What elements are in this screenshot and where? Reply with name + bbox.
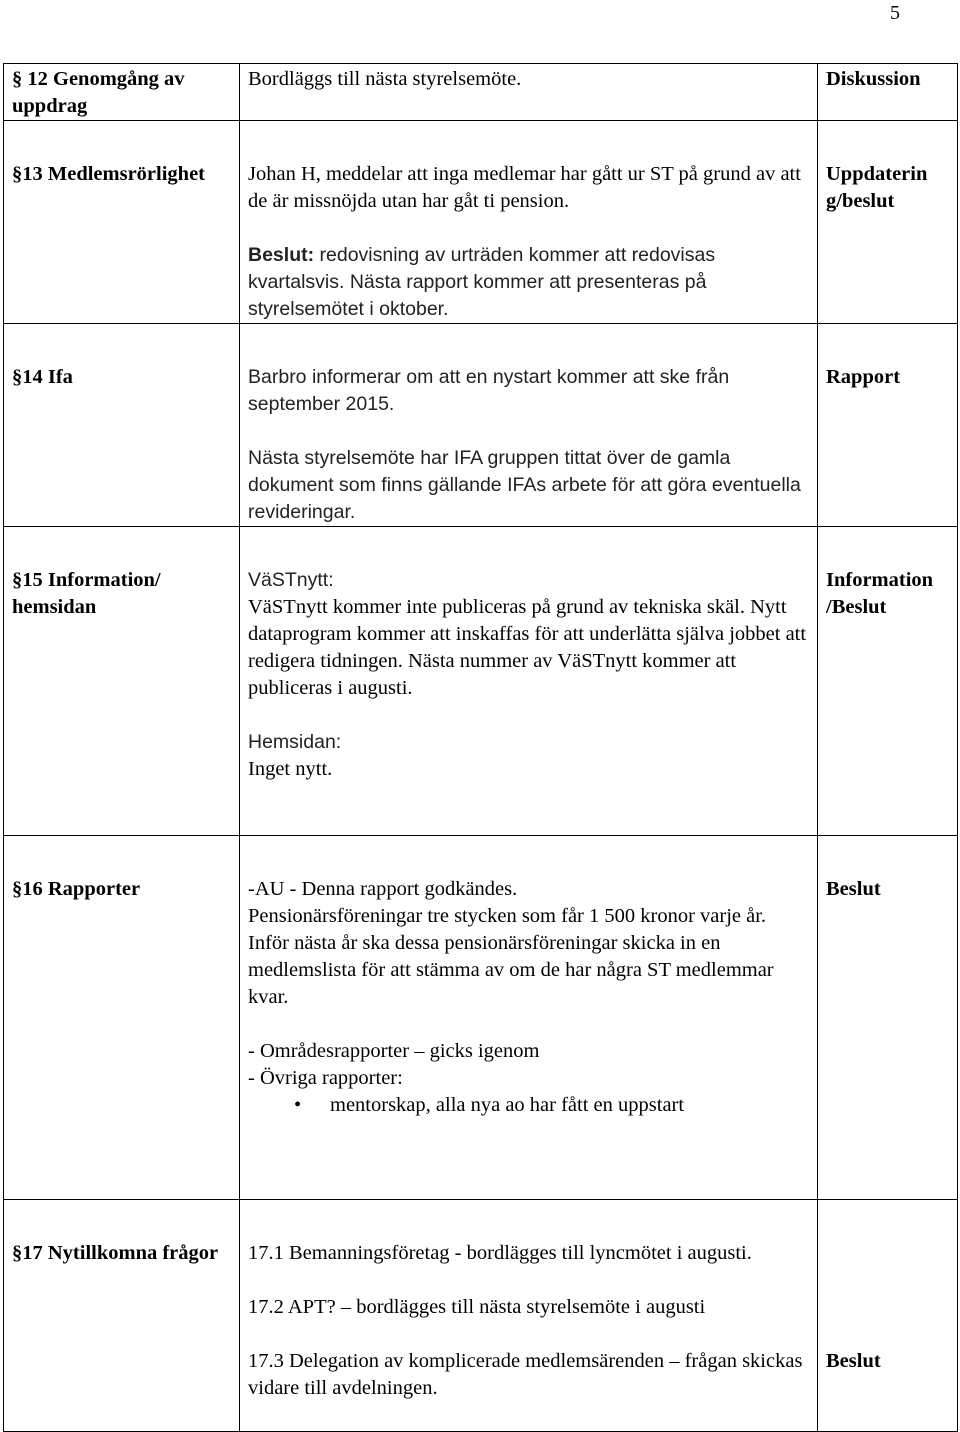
bullet-item: • mentorskap, alla nya ao har fått en uppstart (248, 1092, 809, 1119)
topic-13: §13 Medlemsrörlighet (4, 121, 240, 324)
page-number: 5 (890, 2, 900, 24)
topic-14: §14 Ifa (4, 324, 240, 527)
topic-16: §16 Rapporter (4, 836, 240, 1200)
content-12: Bordläggs till nästa styrelsemöte. (240, 64, 818, 121)
paragraph: Inför nästa år ska dessa pensionärsföreningar skicka in en medlemslista för att stämma av om de har några ST medlemmar kvar. (248, 932, 774, 1008)
subheading: Hemsidan: (248, 731, 342, 753)
type-13: Uppdaterin g/beslut (818, 121, 958, 324)
paragraph: Pensionärsföreningar tre stycken som får 1 500 kronor varje år. (248, 905, 767, 927)
paragraph: - Områdesrapporter – gicks igenom (248, 1040, 540, 1062)
paragraph: Barbro informerar om att en nystart kommer att ske från september 2015. (248, 366, 730, 415)
agenda-row-14 (4, 324, 958, 527)
agenda-row-16 (4, 836, 958, 1200)
paragraph: 17.2 APT? – bordlägges till nästa styrelsemöte i augusti (248, 1296, 706, 1318)
content-17 (240, 1200, 818, 1432)
paragraph: 17.3 Delegation av komplicerade medlemsärenden – frågan skickas vidare till avdelningen. (248, 1350, 803, 1399)
agenda-row-13 (4, 121, 958, 324)
type-16: Beslut (818, 836, 958, 1200)
type-12: Diskussion (818, 64, 958, 121)
paragraph: VäSTnytt kommer inte publiceras på grund av tekniska skäl. Nytt dataprogram kommer att inskaffas för att underlätta själva jobbet att redigera tidningen. Nästa nummer av VäSTnytt kommer att publiceras i augusti. (248, 596, 807, 699)
type-14: Rapport (818, 324, 958, 527)
minutes-table (3, 63, 958, 1432)
topic-17: §17 Nytillkomna frågor (4, 1200, 240, 1432)
agenda-row-15 (4, 527, 958, 836)
content-13 (240, 121, 818, 324)
topic-12: § 12 Genomgång av uppdrag (4, 64, 240, 121)
paragraph: - Övriga rapporter: (248, 1067, 403, 1089)
type-17: Beslut (818, 1200, 958, 1432)
agenda-row-12 (4, 64, 958, 121)
paragraph: 17.1 Bemanningsföretag - bordlägges till lyncmötet i augusti. (248, 1242, 752, 1264)
agenda-row-17 (4, 1200, 958, 1432)
decision-text: redovisning av urträden kommer att redovisas kvartalsvis. Nästa rapport kommer att presenteras på styrelsemötet i oktober. (248, 244, 716, 320)
paragraph: -AU - Denna rapport godkändes. (248, 878, 518, 900)
content-15 (240, 527, 818, 836)
decision-label: Beslut: (248, 244, 315, 266)
topic-15: §15 Information/ hemsidan (4, 527, 240, 836)
type-15: Information /Beslut (818, 527, 958, 836)
paragraph: Johan H, meddelar att inga medlemar har gått ur ST på grund av att de är missnöjda utan har gåt ti pension. (248, 163, 801, 212)
paragraph: Inget nytt. (248, 758, 333, 780)
content-16 (240, 836, 818, 1200)
content-14 (240, 324, 818, 527)
paragraph: Nästa styrelsemöte har IFA gruppen tittat över de gamla dokument som finns gällande IFAs arbete för att göra eventuella revideringar. (248, 447, 801, 523)
subheading: VäSTnytt: (248, 569, 334, 591)
